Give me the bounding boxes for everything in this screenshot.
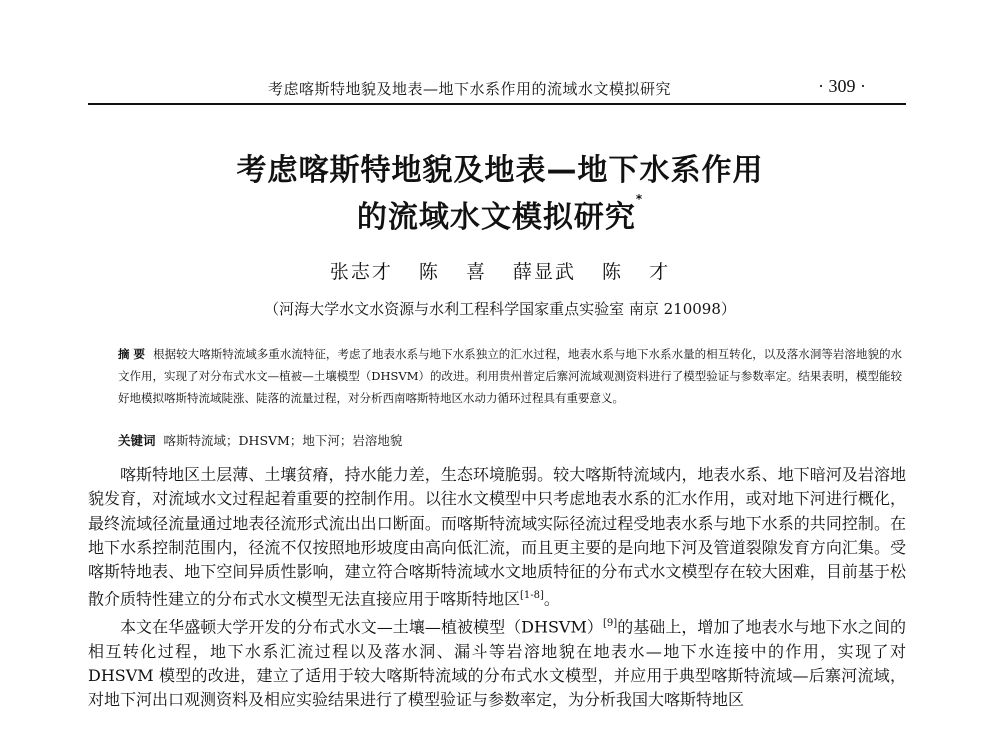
- affiliation: （河海大学水文水资源与水利工程科学国家重点实验室 南京 210098）: [264, 300, 736, 318]
- running-header: 考虑喀斯特地貌及地表—地下水系作用的流域水文模拟研究: [268, 80, 672, 98]
- keywords-label: 关键词: [118, 433, 156, 448]
- header-rule: [88, 103, 906, 105]
- keywords: [118, 431, 902, 449]
- abstract-text: 根据较大喀斯特流域多重水流特征，考虑了地表水系与地下水系独立的汇水过程，地表水系与地下水系水量的相互转化，以及落水洞等岩溶地貌的水文作用，实现了对分布式水文—植被—土壤模型（DHSVM）的改进。利用贵州普定后寨河流域观测资料进行了模型验证与参数率定。结果表明，模型能较好地模拟喀斯特流域陡涨、陡落的流量过程，对分析西南喀斯特地区水动力循环过程具有重要意义。: [118, 347, 902, 405]
- title-text-1: 考虑喀斯特地貌及地表—地下水系作用: [236, 153, 764, 188]
- paragraph-1-end: 。: [543, 589, 560, 609]
- paragraph-1-text: 喀斯特地区土层薄、土壤贫瘠，持水能力差，生态环境脆弱。较大喀斯特流域内，地表水系、地下暗河及岩溶地貌发育，对流域水文过程起着重要的控制作用。以往水文模型中只考虑地表水系的汇水作用，或对地下河进行概化，最终流域径流量通过地表径流形式流出出口断面。而喀斯特流域实际径流过程受地表水系与地下水系的共同控制。在地下水系控制范围内，径流不仅按照地形坡度由高向低汇流，而且更主要的是向地下河及管道裂隙发育方向汇集。受喀斯特地表、地下空间异质性影响，建立符合喀斯特流域水文地质特征的分布式水文模型存在较大困难，目前基于松散介质特性建立的分布式水文模型无法直接应用于喀斯特地区: [88, 465, 906, 609]
- paragraph-2-text-a: 本文在华盛顿大学开发的分布式水文—土壤—植被模型（DHSVM）: [120, 617, 603, 637]
- page-number: · 309 ·: [818, 76, 866, 96]
- article-title-line1: [0, 145, 1000, 189]
- body-text: [88, 463, 906, 713]
- citation-1-8: [1-8]: [520, 590, 544, 602]
- citation-9: [9]: [602, 618, 618, 630]
- authors: 张志才 陈 喜 薛显武 陈 才: [329, 261, 671, 283]
- title-footnote-mark: *: [635, 192, 644, 206]
- paragraph-2-text-b: 的基础上，增加了地表水与地下水之间的相互转化过程，地下水系汇流过程以及落水洞、漏斗等岩溶地貌在地表水—地下水连接中的作用，实现了对 DHSVM 模型的改进，建立了适用于较大喀斯特流域的分布式水文模型，并应用于典型喀斯特流域—后寨河流域，对地下河出口观测资料及相应实验结果进行了模型验证与参数率定，为分析我国大喀斯特地区: [88, 617, 906, 710]
- abstract: [118, 343, 902, 409]
- title-text-2: 的流域水文模拟研究: [356, 200, 636, 235]
- article-title-line2: [0, 192, 1000, 236]
- abstract-label: 摘 要: [118, 347, 146, 361]
- paragraph-1: [88, 463, 906, 612]
- paragraph-2: [88, 612, 906, 713]
- keywords-text: 喀斯特流域；DHSVM；地下河；岩溶地貌: [163, 433, 403, 448]
